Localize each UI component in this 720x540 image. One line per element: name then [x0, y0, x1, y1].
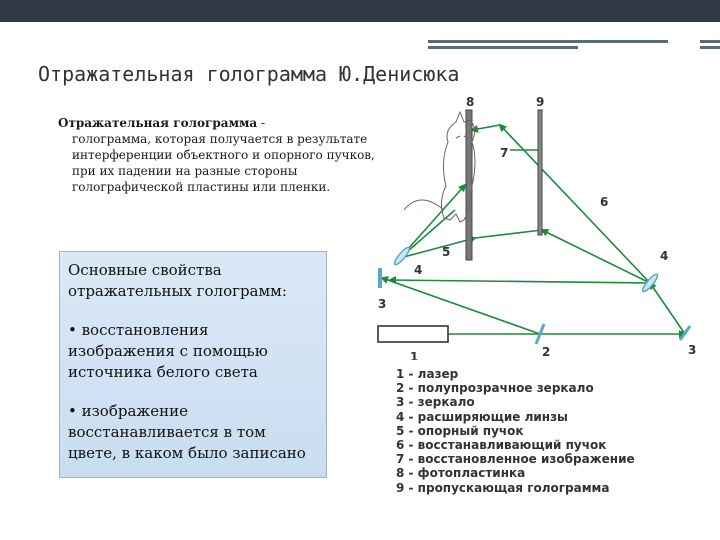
properties-box [59, 251, 327, 478]
legend-item: 7 - восстановленное изображение [396, 452, 635, 467]
property-item: • изображение восстанавливается в том цвете, в каком было записано [68, 402, 306, 462]
label-4-right: 4 [660, 249, 669, 263]
property-item: • восстановления изображения с помощью источника белого света [68, 321, 268, 381]
beam-line [390, 280, 650, 283]
photoplate [466, 110, 472, 260]
decorative-stripe [428, 40, 668, 43]
label-3-left: 3 [378, 297, 387, 311]
top-bar [0, 0, 720, 22]
slide-title: Отражательная голограмма Ю.Денисюка [38, 62, 460, 86]
label-2: 2 [542, 345, 551, 359]
label-5: 5 [442, 245, 451, 259]
diagram-legend [396, 367, 635, 495]
label-9: 9 [536, 95, 545, 109]
cat-object-sketch [404, 112, 475, 222]
hologram-setup-diagram [360, 90, 710, 360]
legend-item: 3 - зеркало [396, 395, 475, 410]
label-6: 6 [600, 195, 609, 209]
beam-line [500, 125, 650, 283]
legend-item: 4 - расширяющие линзы [396, 409, 568, 424]
beam-line [650, 283, 685, 334]
beam-line [542, 230, 650, 283]
beam-line [475, 230, 542, 238]
decorative-stripe [700, 46, 720, 49]
label-1: 1 [410, 350, 419, 360]
legend-item: 5 - опорный пучок [396, 423, 524, 438]
definition-body: голограмма, которая получается в результате интерференции объектного и опорного пучков, при их падении на разные стороны голографической пластины или пленки. [72, 132, 375, 194]
beam-line [472, 125, 500, 130]
label-7: 7 [500, 146, 509, 160]
definition-term: Отражательная голограмма [58, 116, 258, 130]
decorative-stripe [428, 46, 578, 49]
laser [378, 326, 448, 342]
transmission-hologram [538, 110, 542, 235]
legend-item: 8 - фотопластинка [396, 466, 526, 481]
label-8: 8 [466, 95, 475, 109]
legend-item: 2 - полупрозрачное зеркало [396, 381, 594, 396]
decorative-stripe [700, 40, 720, 43]
legend-item: 9 - пропускающая голограмма [396, 480, 610, 495]
legend-item: 6 - восстанавливающий пучок [396, 438, 607, 453]
definition-text: Отражательная голограмма - голограмма, которая получается в результате интерференции объектного и опорного пучков, при их падении на разные стороны голографической пластины или пленки. [58, 115, 378, 195]
label-3-right: 3 [688, 343, 697, 357]
beam-line [400, 185, 465, 258]
label-4-left: 4 [414, 263, 423, 277]
legend-item: 1 - лазер [396, 367, 459, 381]
properties-heading: Основные свойства отражательных голограмм: [68, 261, 287, 300]
